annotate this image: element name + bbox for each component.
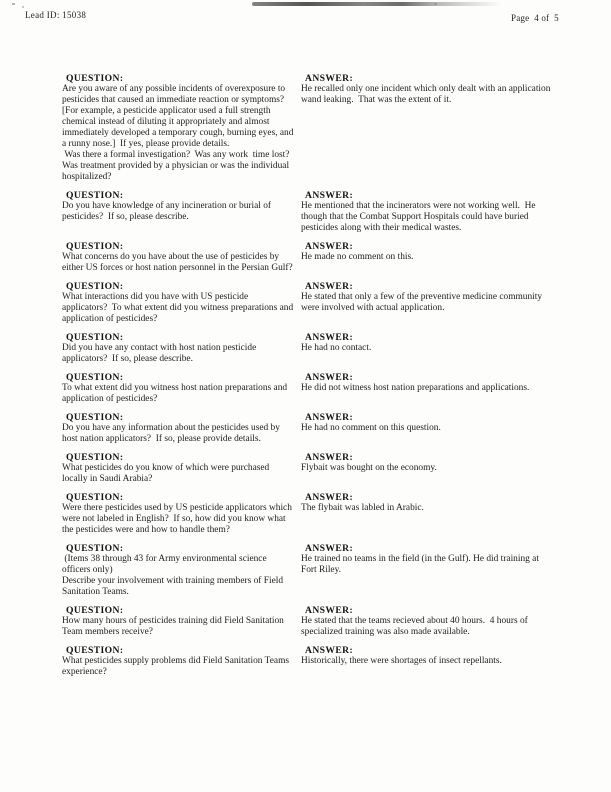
question-heading: QUESTION: (66, 543, 124, 554)
answer-text: He trained no teams in the field (in the Gulf). He did training at Fort Riley. (301, 554, 542, 575)
qa-row (62, 605, 556, 638)
lead-id-label: Lead ID: 15038 (25, 10, 87, 20)
question-block (62, 190, 301, 223)
page-number-label: Page 4 of 5 (511, 13, 559, 23)
question-block (62, 372, 301, 405)
qa-row (62, 372, 556, 405)
question-heading: QUESTION: (66, 645, 124, 656)
question-block (62, 73, 301, 183)
answer-text: He mentioned that the incinerators were not working well. He though that the Combat Support Hospitals could have buried pesticides along with their medical wastes. (301, 201, 538, 233)
answer-block (301, 452, 554, 474)
question-text: Were there pesticides used by US pesticide applicators which were not labeled in English? If so, how did you know what the pesticides were and how to handle them? (62, 503, 295, 535)
question-text: To what extent did you witness host nation preparations and application of pesticides? (62, 383, 290, 404)
answer-text: He had no comment on this question. (301, 423, 441, 433)
question-block (62, 645, 301, 678)
question-text: Are you aware of any possible incidents of overexposure to pesticides that caused an immediate reaction or symptoms? [For example, a pesticide applicator used a full strength chemical instead of diluting it appropriately and almost immediately developed a temporary cough, burning eyes, and a runny nose.] If yes, please provide details. (62, 84, 296, 149)
question-text-continued: Was there a formal investigation? Was any work time lost? Was treatment provided by a physician or was the individual hospitalized? (62, 150, 294, 182)
question-block (62, 241, 301, 274)
question-block (62, 281, 301, 325)
answer-block (301, 332, 554, 354)
answer-heading: ANSWER: (305, 543, 354, 554)
answer-block (301, 241, 554, 263)
answer-text: He recalled only one incident which only dealt with an application wand leaking. That was the extent of it. (301, 84, 553, 105)
answer-text: He did not witness host nation preparations and applications. (301, 383, 530, 393)
question-heading: QUESTION: (66, 73, 124, 84)
answer-heading: ANSWER: (305, 452, 354, 463)
qa-row (62, 190, 556, 234)
qa-content (62, 73, 556, 685)
question-text: What pesticides supply problems did Field Sanitation Teams experience? (62, 656, 292, 677)
answer-block (301, 645, 554, 667)
scan-artifact-dot (434, 3, 437, 5)
answer-heading: ANSWER: (305, 605, 354, 616)
answer-heading: ANSWER: (305, 190, 354, 201)
answer-heading: ANSWER: (305, 645, 354, 656)
question-block (62, 452, 301, 485)
qa-row (62, 281, 556, 325)
qa-row (62, 412, 556, 445)
question-text: What pesticides do you know of which were purchased locally in Saudi Arabia? (62, 463, 272, 484)
answer-text: He stated that the teams recieved about 40 hours. 4 hours of specialized training was also made available. (301, 616, 531, 637)
answer-block (301, 412, 554, 434)
question-text: (Items 38 through 43 for Army environmental science officers only) (62, 554, 269, 575)
answer-heading: ANSWER: (305, 412, 354, 423)
answer-block (301, 190, 554, 234)
qa-row (62, 543, 556, 598)
question-heading: QUESTION: (66, 281, 124, 292)
question-text: Do you have any information about the pesticides used by host nation applicators? If so, please provide details. (62, 423, 283, 444)
answer-heading: ANSWER: (305, 241, 354, 252)
answer-text: Historically, there were shortages of insect repellants. (301, 656, 502, 666)
question-block (62, 332, 301, 365)
qa-row (62, 452, 556, 485)
question-heading: QUESTION: (66, 412, 124, 423)
answer-heading: ANSWER: (305, 281, 354, 292)
question-heading: QUESTION: (66, 372, 124, 383)
question-text: Did you have any contact with host nation pesticide applicators? If so, please describe. (62, 343, 259, 364)
answer-block (301, 543, 554, 576)
question-heading: QUESTION: (66, 190, 124, 201)
question-block (62, 543, 301, 598)
scan-artifact-streak (252, 2, 502, 6)
answer-heading: ANSWER: (305, 73, 354, 84)
question-text: What interactions did you have with US pesticide applicators? To what extent did you witness preparations and application of pesticides? (62, 292, 296, 324)
answer-heading: ANSWER: (305, 492, 354, 503)
question-heading: QUESTION: (66, 332, 124, 343)
question-text: How many hours of pesticides training did Field Sanitation Team members receive? (62, 616, 287, 637)
scan-artifact-dot (12, 3, 15, 5)
scan-artifact-dot (22, 6, 24, 8)
answer-text: The flybait was labled in Arabic. (301, 503, 424, 513)
answer-text: He had no contact. (301, 343, 372, 353)
question-heading: QUESTION: (66, 241, 124, 252)
answer-block (301, 605, 554, 638)
answer-text: Flybait was bought on the economy. (301, 463, 437, 473)
answer-block (301, 372, 554, 394)
question-text: What concerns do you have about the use of pesticides by either US forces or host nation personnel in the Persian Gulf? (62, 252, 293, 273)
question-block (62, 605, 301, 638)
qa-row (62, 241, 556, 274)
question-text-continued: Describe your involvement with training members of Field Sanitation Teams. (62, 576, 286, 597)
question-heading: QUESTION: (66, 492, 124, 503)
qa-row (62, 332, 556, 365)
question-heading: QUESTION: (66, 605, 124, 616)
question-text: Do you have knowledge of any incineration or burial of pesticides? If so, please describe. (62, 201, 274, 222)
answer-text: He made no comment on this. (301, 252, 414, 262)
answer-block (301, 73, 554, 106)
qa-row (62, 492, 556, 536)
answer-heading: ANSWER: (305, 372, 354, 383)
question-block (62, 492, 301, 536)
answer-text: He stated that only a few of the preventive medicine community were involved with actual application. (301, 292, 545, 313)
question-block (62, 412, 301, 445)
answer-block (301, 492, 554, 514)
question-heading: QUESTION: (66, 452, 124, 463)
answer-heading: ANSWER: (305, 332, 354, 343)
answer-block (301, 281, 554, 314)
qa-row (62, 645, 556, 678)
qa-row (62, 73, 556, 183)
